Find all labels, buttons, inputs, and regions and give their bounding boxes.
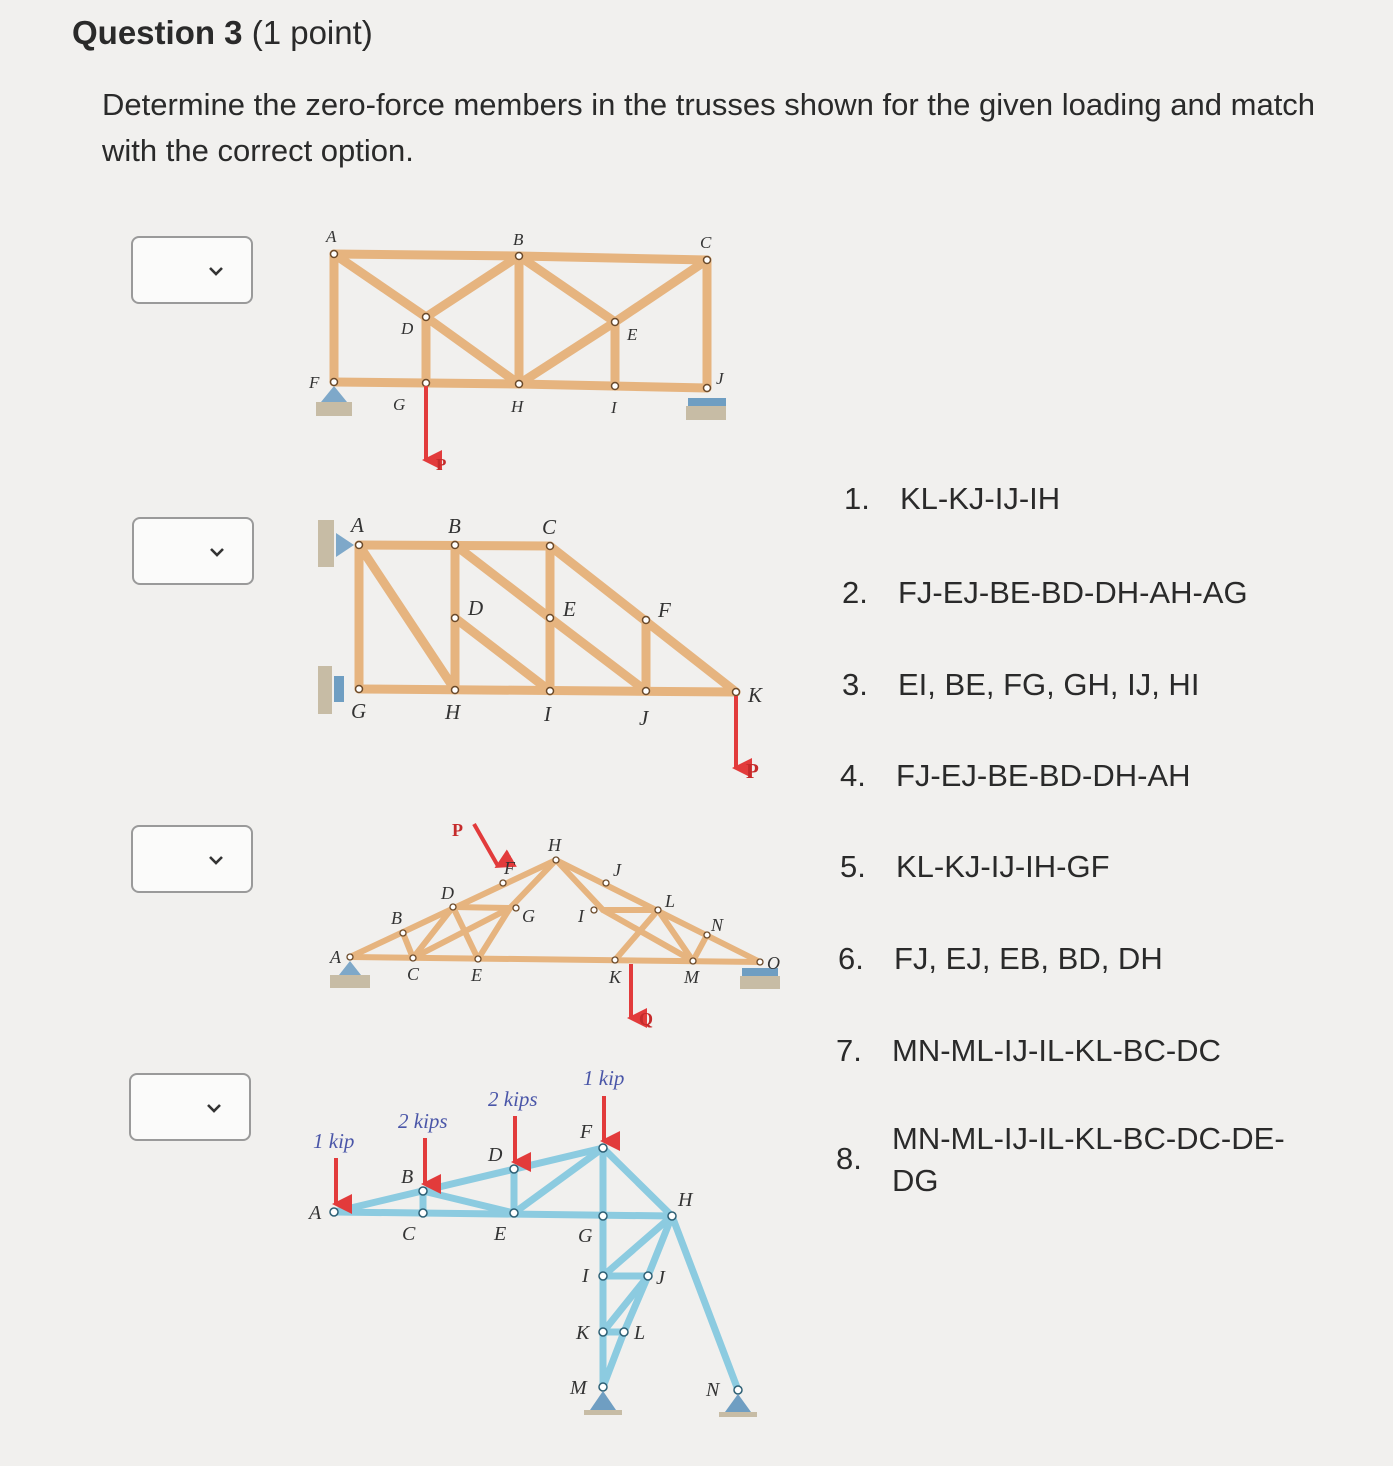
option-number: 8. [836,1141,862,1176]
load-label: 2 kips [398,1109,448,1133]
joint [690,958,696,964]
option-item [840,846,1110,888]
joint [704,932,710,938]
joint-label: B [448,514,461,538]
pin-support-icon [321,386,347,402]
joint-label: F [658,598,671,622]
option-text: EI, BE, FG, GH, IJ, HI [898,667,1200,702]
option-number: 4. [840,758,866,793]
option-number: 6. [838,941,864,976]
joint-label: D [468,596,484,620]
option-text: FJ-EJ-BE-BD-DH-AH-AG [898,575,1248,610]
joint-label: E [563,597,576,621]
joint-label: A [330,947,341,967]
joint [643,617,650,624]
joint [510,1165,518,1173]
ground [330,975,370,988]
joint-label: G [578,1225,593,1247]
pin-support-icon [339,961,361,975]
joint-label: I [578,906,584,926]
joint [599,1144,607,1152]
option-text: FJ, EJ, EB, BD, DH [894,941,1163,976]
joint-label: M [570,1377,587,1399]
joint-label: E [627,325,638,344]
load-label: 1 kip [313,1129,355,1153]
option-text: MN-ML-IJ-IL-KL-BC-DC [892,1033,1221,1068]
joint [599,1272,607,1280]
joint [599,1383,607,1391]
joint-label: G [393,395,406,414]
load-arrow [474,824,498,866]
load-label: P [436,455,447,474]
joint [475,956,481,962]
truss-1 [334,254,707,388]
ground [740,976,780,989]
joint [513,905,519,911]
joint [331,251,338,258]
joint [547,615,554,622]
joint-label: G [522,906,535,926]
joint [347,954,353,960]
load-label: P [746,759,759,783]
pin-support-icon [590,1391,616,1410]
joint [599,1212,607,1220]
joint [330,1208,338,1216]
question-number: Question 3 [72,14,243,51]
joint-label: M [684,967,699,987]
joint [419,1187,427,1195]
joint [500,880,506,886]
joint-label: K [609,967,622,987]
option-text: FJ-EJ-BE-BD-DH-AH [896,758,1191,793]
option-item [842,664,1200,706]
joint [516,381,523,388]
joint [356,686,363,693]
load-label: 1 kip [583,1066,625,1090]
joint-label: N [711,915,724,935]
joint [419,1209,427,1217]
joint-label: C [700,233,712,252]
joint [612,957,618,963]
joint-label: D [441,883,454,903]
joint [757,959,763,965]
ground [584,1410,622,1415]
joint [553,857,559,863]
joint-label: H [548,835,561,855]
joint [644,1272,652,1280]
joint [356,542,363,549]
ground [316,402,352,416]
roller-support-icon [334,676,344,702]
joint-label: H [678,1189,693,1211]
joint-label: E [471,965,482,985]
ground [719,1412,757,1417]
option-item [842,572,1248,614]
option-number: 3. [842,667,868,702]
joint-label: J [639,706,649,730]
joint-label: H [511,397,524,416]
truss-3 [350,860,760,962]
ground [686,406,726,420]
joint-label: A [309,1202,322,1224]
joint [400,930,406,936]
joint-label: K [748,683,763,707]
joint-label: B [401,1166,414,1188]
pin-support-icon [725,1394,751,1412]
joint-label: J [613,860,621,880]
joint [612,383,619,390]
joint-label: L [634,1322,646,1344]
joint [704,385,711,392]
joint [733,689,740,696]
question-points: (1 point) [251,14,373,51]
option-item [836,1118,1285,1198]
joint [734,1386,742,1394]
option-number: 2. [842,575,868,610]
option-item [838,938,1163,980]
joint-label: I [611,398,617,417]
joint-label: D [488,1144,503,1166]
joint-label: C [402,1223,416,1245]
joint [612,319,619,326]
joint-label: E [494,1223,507,1245]
load-label: Q [639,1009,654,1029]
option-number: 5. [840,849,866,884]
joint [620,1328,628,1336]
joint [452,615,459,622]
joint [599,1328,607,1336]
joint-label: G [351,699,367,723]
joint [603,880,609,886]
joint-label: A [351,513,364,537]
option-item [836,1030,1221,1072]
load-label: P [452,820,463,840]
joint-label: A [326,227,337,246]
wall [318,520,334,567]
joint-label: K [576,1322,590,1344]
joint [547,688,554,695]
joint [331,379,338,386]
joint [591,907,597,913]
joint [410,955,416,961]
joint-label: H [445,700,461,724]
joint-label: F [580,1121,593,1143]
load-label: 2 kips [488,1087,538,1111]
option-number: 7. [836,1033,862,1068]
joint [452,687,459,694]
option-text: MN-ML-IJ-IL-KL-BC-DC-DE-DG [892,1121,1285,1198]
joint-label: B [391,908,402,928]
joint-label: D [401,319,414,338]
joint [668,1212,676,1220]
joint [704,257,711,264]
joint-label: B [513,230,524,249]
joint [423,380,430,387]
joint [450,904,456,910]
joint-label: N [706,1379,720,1401]
option-text: KL-KJ-IJ-IH-GF [896,849,1110,884]
option-text: KL-KJ-IJ-IH [900,481,1061,516]
joint [452,542,459,549]
joint [655,907,661,913]
truss-4 [334,1148,738,1390]
joint-label: C [542,515,557,539]
joint [510,1209,518,1217]
option-item [844,478,1061,520]
joint-label: J [716,369,724,388]
joint-label: J [656,1267,665,1289]
joint [423,314,430,321]
joint [643,688,650,695]
joint [516,253,523,260]
joint-label: I [544,702,551,726]
joint-label: F [504,858,515,878]
question-prompt: Determine the zero-force members in the trusses shown for the given loading and match with the correct option. [102,87,1316,168]
joint [547,543,554,550]
option-number: 1. [844,481,870,516]
roller-support-icon [688,398,726,406]
joint-label: I [582,1265,589,1287]
option-item [840,755,1191,797]
joint-label: C [407,964,420,984]
joint-label: O [767,953,780,973]
wall [318,666,332,714]
joint-label: L [665,891,676,911]
joint-label: F [309,373,320,392]
